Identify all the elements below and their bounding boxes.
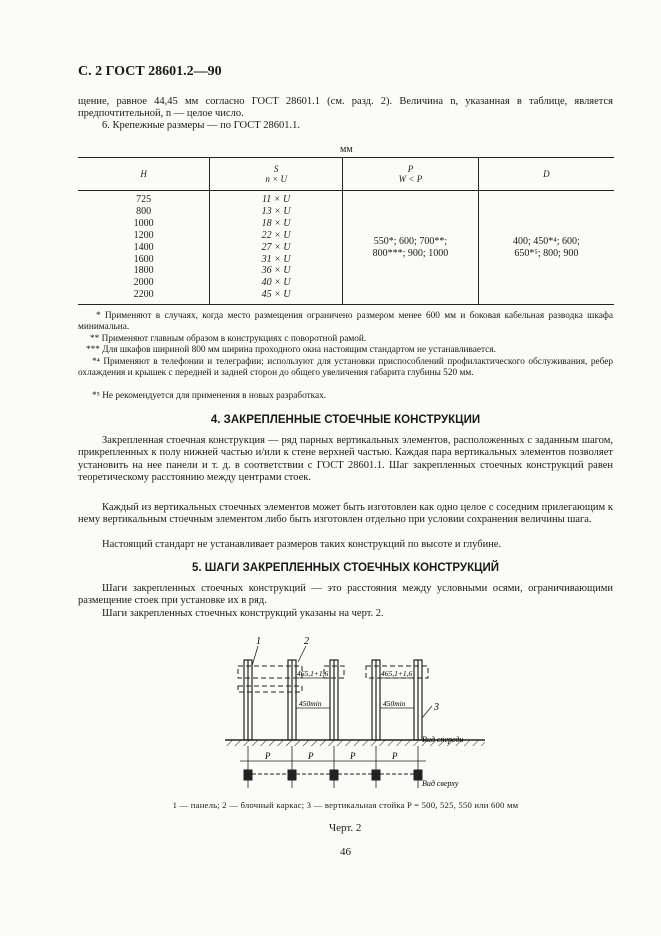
d-value: 400; 450*⁴; 600; 650*⁵; 800; 900 (512, 235, 580, 259)
min-label-1: 450min (299, 699, 322, 708)
col-header-s: S n × U (210, 158, 343, 191)
s-values: 11 × U 13 × U 18 × U 22 × U 27 × U 31 × U 36 × U 40 × U 45 × U (261, 194, 291, 301)
h-values: 725 800 1000 1200 1400 1600 1800 2000 2200 (133, 194, 154, 301)
pitch-label-1: P (265, 751, 271, 761)
dimension-label-1: 465,1+1,6 (297, 669, 329, 678)
figure-caption: 1 — панель; 2 — блочный каркас; 3 — вертикальная стойка P = 500, 525, 550 или 600 мм (172, 800, 519, 810)
pitch-label-2: P (308, 751, 314, 761)
section-5-paragraph-2: Шаги закрепленных стоечных конструкций указаны на черт. 2. (102, 608, 384, 619)
section-5-title: 5. ШАГИ ЗАКРЕПЛЕННЫХ СТОЕЧНЫХ КОНСТРУКЦИЙ (191, 562, 500, 574)
section-4-title: 4. ЗАКРЕПЛЕННЫЕ СТОЕЧНЫЕ КОНСТРУКЦИИ (210, 414, 481, 426)
callout-3: 3 (434, 702, 439, 713)
dimensions-table (78, 157, 614, 305)
min-label-2: 450min (383, 699, 406, 708)
footnote-1: * Применяют в случаях, когда место размещения ограничено размером менее 600 мм и боковая кабельная разводка шкафа минимальна. (78, 311, 613, 333)
col-header-d: D (478, 158, 614, 191)
col-header-p: P W < P (343, 158, 479, 191)
dimension-label-2: 465,1+1,6 (381, 669, 413, 678)
top-view-label: Вид сверху (422, 779, 459, 788)
footnote-3: *** Для шкафов шириной 800 мм ширина проходного окна настоящим стандартом не устанавливается. (86, 345, 496, 355)
section-4-paragraph-2: Каждый из вертикальных стоечных элементов может быть изготовлен как одно целое с соседним прилегающим к нему вертикальным стоечным элементом либо быть изготовлен отдельно при условии сохранения величины шага. (78, 502, 613, 526)
footnote-5: *⁵ Не рекомендуется для применения в новых разработках. (92, 391, 327, 401)
footnote-2: ** Применяют главным образом в конструкциях с поворотной рамой. (90, 334, 367, 344)
callout-1: 1 (256, 636, 261, 647)
section-4-paragraph-3: Настоящий стандарт не устанавливает размеров таких конструкций по высоте и глубине. (102, 539, 502, 550)
pitch-label-4: P (392, 751, 398, 761)
item-6: 6. Крепежные размеры — по ГОСТ 28601.1. (102, 120, 300, 131)
table-unit: мм (340, 144, 353, 155)
p-value: 550*; 600; 700**; 800***; 900; 1000 (372, 235, 449, 259)
col-header-h: H (78, 158, 210, 191)
section-4-paragraph-1: Закрепленная стоечная конструкция — ряд парных вертикальных элементов, расположенных с заданным шагом, прикрепленных к полу нижней частью и/или к стене верхней частью. Каждая пара вертикальных элементов позволяет установить на нее панели и т. д. в соответствии с ГОСТ 28601.1. Шаг закрепленных стоечных конструкций равен теоретическому расстоянию между центрами стоек. (78, 435, 613, 483)
drawing-2 (200, 628, 530, 798)
page-header: С. 2 ГОСТ 28601.2—90 (78, 64, 222, 79)
page-number: 46 (340, 846, 351, 858)
intro-paragraph: щение, равное 44,45 мм согласно ГОСТ 28601.1 (см. разд. 2). Величина n, указанная в таблице, является предпочтительной, n — целое число. (78, 96, 613, 120)
front-view-label: Вид спереди (422, 735, 464, 744)
section-5-paragraph-1: Шаги закрепленных стоечных конструкций — это расстояния между условными осями, ограничивающими размещение стоек при установке их в ряд. (78, 583, 613, 607)
top-view (244, 770, 422, 780)
callout-2: 2 (304, 636, 309, 647)
pitch-label-3: P (350, 751, 356, 761)
figure-title: Черт. 2 (329, 822, 362, 834)
footnote-4: *⁴ Применяют в телефонии и телеграфии; используют для установки приспособлений профилактического обслуживания, ребер охлаждения и крышек с передней и задней сторон до общего увеличения габарита глубины 520 мм. (78, 357, 613, 379)
